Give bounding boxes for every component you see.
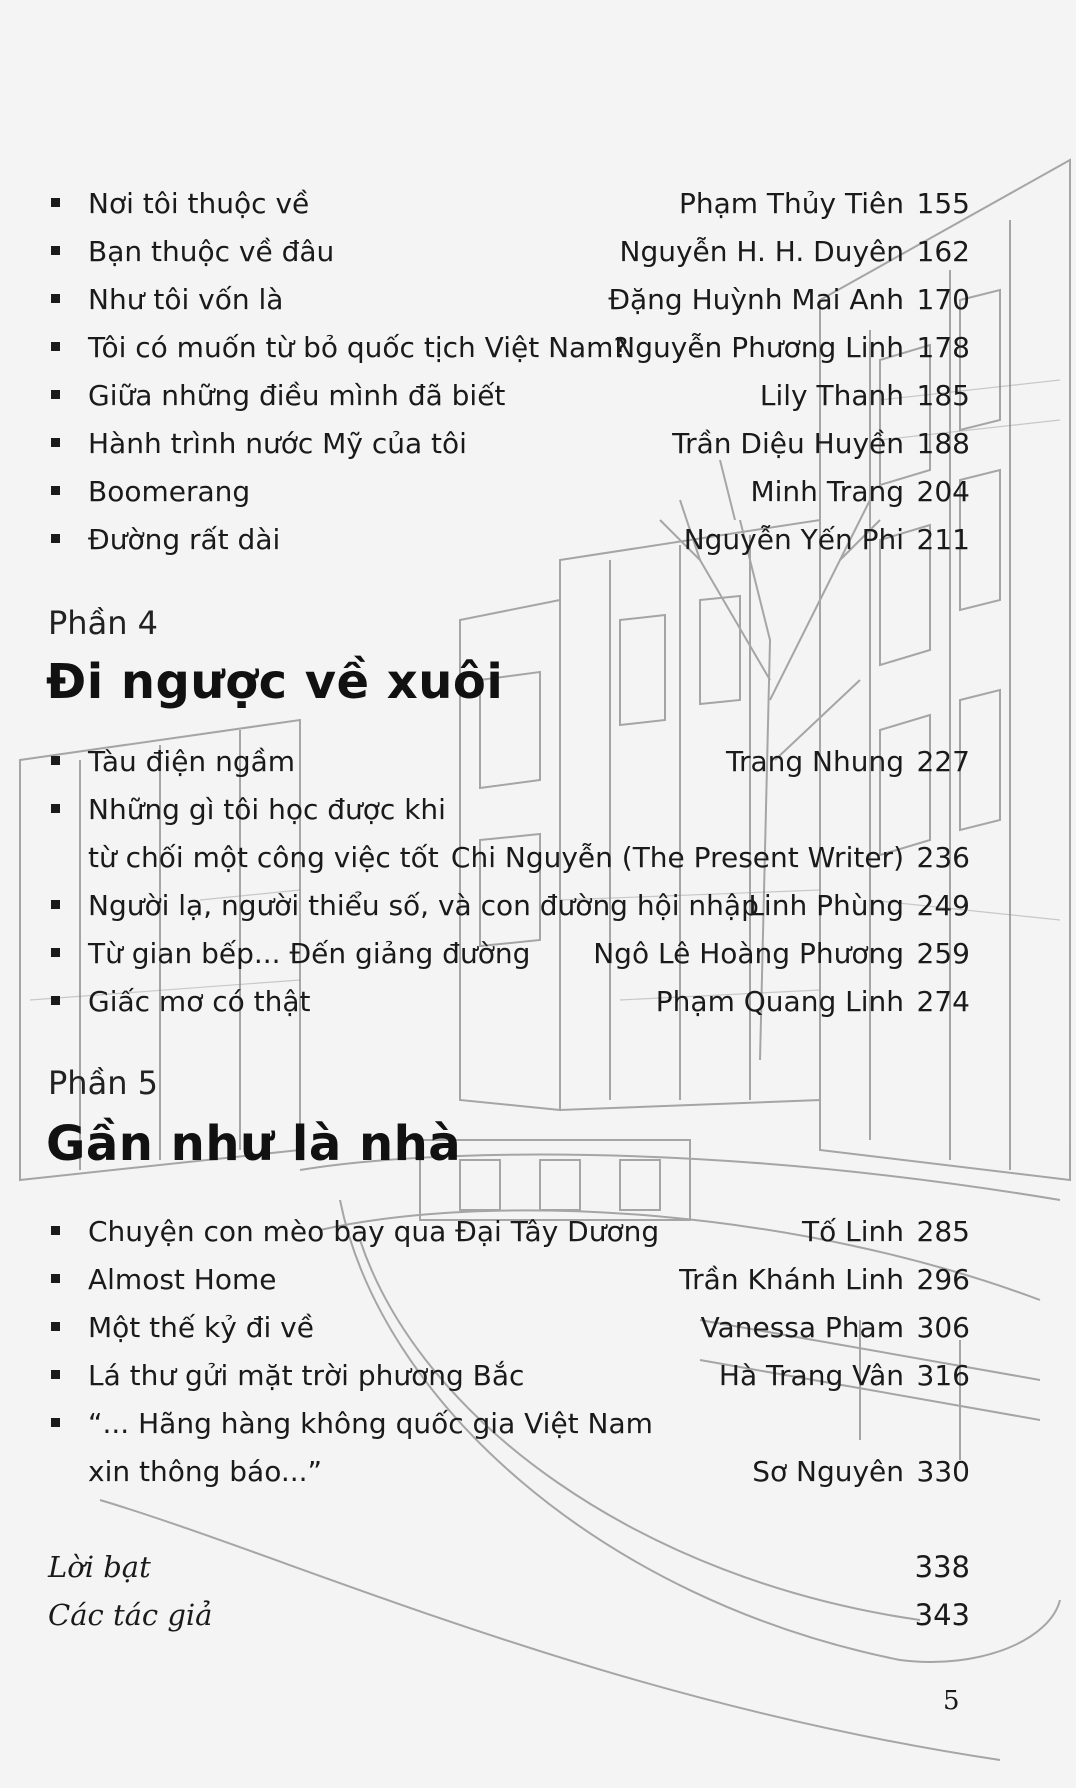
entry-author: Trang Nhung (725, 745, 904, 778)
entry-page: 330 (916, 1455, 970, 1488)
bullet-icon (51, 804, 60, 813)
back-matter-title: Lời bạt (48, 1550, 151, 1584)
entry-title: Những gì tôi học được khi (88, 793, 446, 826)
bullet-icon (51, 948, 60, 957)
part-5-label: Phần 5 (48, 1064, 158, 1102)
entry-page: 259 (916, 937, 970, 970)
entry-title: Người lạ, người thiểu số, và con đường hội nhập (88, 889, 759, 922)
entry-author: Trần Khánh Linh (679, 1263, 904, 1296)
entry-author: Trần Diệu Huyền (672, 427, 904, 460)
entry-author: Vanessa Pham (700, 1311, 904, 1344)
entry-title: Boomerang (88, 475, 251, 508)
entry-author: Ngô Lê Hoàng Phương (593, 937, 904, 970)
bullet-icon (51, 294, 60, 303)
toc-entry[interactable] (48, 1210, 970, 1254)
toc-entry[interactable] (48, 932, 970, 976)
entry-author: Sơ Nguyên (752, 1455, 904, 1488)
bullet-icon (51, 486, 60, 495)
entry-author: Phạm Quang Linh (655, 985, 904, 1018)
entry-author: Phạm Thủy Tiên (678, 187, 904, 220)
toc-entry[interactable] (48, 788, 970, 832)
entry-title: Tôi có muốn từ bỏ quốc tịch Việt Nam? (88, 331, 629, 364)
toc-entry[interactable] (48, 278, 970, 322)
bullet-icon (51, 534, 60, 543)
toc-entry[interactable] (48, 182, 970, 226)
entry-author: Minh Trang (750, 475, 904, 508)
entry-page: 204 (916, 475, 970, 508)
entry-title: Hành trình nước Mỹ của tôi (88, 427, 467, 460)
entry-title: Almost Home (88, 1263, 277, 1296)
entry-title: Nơi tôi thuộc về (88, 187, 310, 220)
toc-entry[interactable] (48, 1402, 970, 1446)
entry-page: 316 (916, 1359, 970, 1392)
entry-title: Lá thư gửi mặt trời phương Bắc (88, 1359, 525, 1392)
toc-entry-continuation[interactable] (48, 836, 970, 880)
bullet-icon (51, 1370, 60, 1379)
entry-title-line2: xin thông báo...” (88, 1455, 323, 1488)
entry-title: “... Hãng hàng không quốc gia Việt Nam (88, 1407, 653, 1440)
entry-author: Chi Nguyễn (The Present Writer) (450, 841, 904, 874)
toc-entry[interactable] (48, 326, 970, 370)
bullet-icon (51, 996, 60, 1005)
bullet-icon (51, 342, 60, 351)
back-matter-entry[interactable] (48, 1544, 970, 1590)
entry-title: Từ gian bếp... Đến giảng đường (88, 937, 531, 970)
entry-author: Nguyễn Phương Linh (614, 331, 904, 364)
entry-author: Tố Linh (801, 1215, 904, 1248)
entry-author: Lily Thanh (759, 379, 904, 412)
bullet-icon (51, 756, 60, 765)
entry-author: Đặng Huỳnh Mai Anh (608, 283, 904, 316)
entry-page: 188 (916, 427, 970, 460)
entry-title: Bạn thuộc về đâu (88, 235, 335, 268)
entry-author: Hà Trang Vân (718, 1359, 904, 1392)
entry-title: Như tôi vốn là (88, 283, 284, 316)
entry-title: Giữa những điều mình đã biết (88, 379, 506, 412)
entry-page: 285 (916, 1215, 970, 1248)
entry-page: 296 (916, 1263, 970, 1296)
toc-entry[interactable] (48, 1306, 970, 1350)
entry-page: 338 (914, 1550, 970, 1584)
entry-title: Đường rất dài (88, 523, 281, 556)
toc-entry-continuation[interactable] (48, 1450, 970, 1494)
toc-entry[interactable] (48, 980, 970, 1024)
bullet-icon (51, 1418, 60, 1427)
entry-title: Tàu điện ngầm (88, 745, 296, 778)
back-matter-entry[interactable] (48, 1592, 970, 1638)
bullet-icon (51, 198, 60, 207)
entry-page: 343 (914, 1598, 970, 1632)
part-4-label: Phần 4 (48, 604, 158, 642)
toc-entry[interactable] (48, 518, 970, 562)
bullet-icon (51, 1226, 60, 1235)
entry-title: Giấc mơ có thật (88, 985, 311, 1018)
bullet-icon (51, 1322, 60, 1331)
page-number: 5 (943, 1686, 960, 1716)
entry-page: 162 (916, 235, 970, 268)
toc-entry[interactable] (48, 374, 970, 418)
entry-author: Linh Phùng (748, 889, 904, 922)
entry-page: 227 (916, 745, 970, 778)
toc-entry[interactable] (48, 470, 970, 514)
entry-page: 185 (916, 379, 970, 412)
entry-page: 249 (916, 889, 970, 922)
entry-page: 274 (916, 985, 970, 1018)
toc-entry[interactable] (48, 884, 970, 928)
toc-entry[interactable] (48, 230, 970, 274)
toc-entry[interactable] (48, 1258, 970, 1302)
bullet-icon (51, 438, 60, 447)
back-matter-title: Các tác giả (48, 1598, 213, 1632)
entry-title: Một thế kỷ đi về (88, 1311, 314, 1344)
entry-page: 170 (916, 283, 970, 316)
entry-page: 211 (916, 523, 970, 556)
entry-page: 306 (916, 1311, 970, 1344)
bullet-icon (51, 390, 60, 399)
entry-author: Nguyễn Yến Phi (683, 523, 904, 556)
entry-page: 178 (916, 331, 970, 364)
toc-entry[interactable] (48, 1354, 970, 1398)
toc-entry[interactable] (48, 422, 970, 466)
entry-page: 236 (916, 841, 970, 874)
part-5-title: Gần như là nhà (46, 1116, 462, 1172)
entry-title-line2: từ chối một công việc tốt (88, 841, 439, 874)
bullet-icon (51, 246, 60, 255)
entry-page: 155 (916, 187, 970, 220)
entry-title: Chuyện con mèo bay qua Đại Tây Dương (88, 1215, 660, 1248)
bullet-icon (51, 1274, 60, 1283)
bullet-icon (51, 900, 60, 909)
toc-entry[interactable] (48, 740, 970, 784)
part-4-title: Đi ngược về xuôi (46, 654, 504, 710)
entry-author: Nguyễn H. H. Duyên (619, 235, 904, 268)
